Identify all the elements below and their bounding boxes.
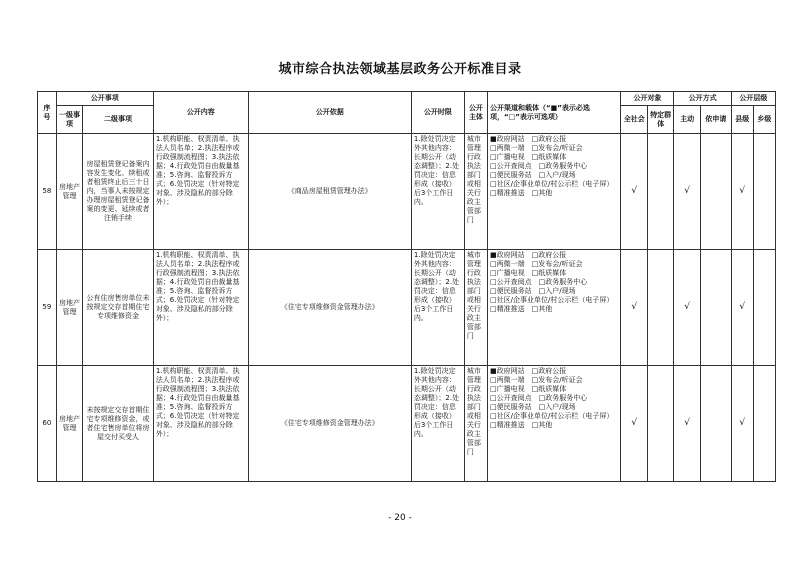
- disclosure-table: [37, 91, 776, 482]
- header-level1: 一级事项: [56, 106, 82, 134]
- row-level-township: [753, 250, 775, 366]
- row-time: 1.除处罚决定外其他内容：长期公开（动态调整）；2.处罚决定：信息形成（接收）后3个工作日内。: [411, 366, 464, 482]
- header-matters: 公开事项: [56, 92, 153, 106]
- header-subject: 公开主体: [464, 92, 487, 134]
- row-level1: 房地产管理: [56, 134, 82, 250]
- row-content-text: 1.机构职能、权责清单、执法人员名单；2.执法程序或行政强制流程图；3.执法依据；4.行政处罚自由裁量基准；5.咨询、监督投诉方式；6.处罚决定（针对特定对象、涉及隐私的部分除外）；: [155, 251, 240, 322]
- row-level-county: √: [731, 134, 753, 250]
- row-channel: ■政府网站 □政府公报 □两微一端 □发布会/听证会 □广播电视 □纸质媒体 □公开查阅点 □政务服务中心 □便民服务站 □入户/现场 □社区/企事业单位/村公示栏（电子屏） □精准推送 □其他: [488, 250, 621, 366]
- header-level2: 二级事项: [83, 106, 154, 134]
- table-row: [38, 134, 776, 250]
- table-row: [38, 366, 776, 482]
- row-time: 1.除处罚决定外其他内容：长期公开（动态调整）；2.处罚决定：信息形成（接收）后3个工作日内。: [411, 250, 464, 366]
- row-content: [153, 366, 248, 482]
- row-level2: 公有住房售房单位未按规定交存首期住宅专项维修资金: [83, 250, 154, 366]
- header-level: 公开层级: [731, 92, 775, 106]
- row-channel: ■政府网站 □政府公报 □两微一端 □发布会/听证会 □广播电视 □纸质媒体 □公开查阅点 □政务服务中心 □便民服务站 □入户/现场 □社区/企事业单位/村公示栏（电子屏） □精准推送 □其他: [488, 134, 621, 250]
- row-method-request: [700, 250, 731, 366]
- row-level-township: [753, 366, 775, 482]
- row-level-township: [753, 134, 775, 250]
- row-level-county: √: [731, 366, 753, 482]
- row-content: [153, 134, 248, 250]
- header-level-township: 乡级: [753, 106, 775, 134]
- row-content: [153, 250, 248, 366]
- header-seq: 序号: [38, 92, 57, 134]
- row-basis: 《住宅专项维修资金管理办法》: [248, 366, 411, 482]
- row-seq: 59: [38, 250, 57, 366]
- header-target-all: 全社会: [621, 106, 647, 134]
- header-time: 公开时限: [411, 92, 464, 134]
- row-target-all: √: [621, 134, 647, 250]
- row-seq: 60: [38, 366, 57, 482]
- row-level2: 未按规定交存首期住宅专项维修资金，或者住宅售房单位将房屋交付买受人: [83, 366, 154, 482]
- page-number: - 20 -: [388, 513, 412, 523]
- row-subject: 城市管理行政执法部门或相关行政主管部门: [464, 366, 487, 482]
- header-content: 公开内容: [153, 92, 248, 134]
- row-content-text: 1.机构职能、权责清单、执法人员名单；2.执法程序或行政强制流程图；3.执法依据；4.行政处罚自由裁量基准；5.咨询、监督投诉方式；6.处罚决定（针对特定对象、涉及隐私的部分除外）；: [155, 367, 240, 438]
- row-level2: 房屋租赁登记备案内容发生变化、续租或者租赁终止后三十日内，当事人未按规定办理房屋租赁登记备案的变更、延续或者注销手续: [83, 134, 154, 250]
- row-target-all: √: [621, 250, 647, 366]
- row-basis: 《商品房屋租赁管理办法》: [248, 134, 411, 250]
- row-basis: 《住宅专项维修资金管理办法》: [248, 250, 411, 366]
- row-subject: 城市管理行政执法部门或相关行政主管部门: [464, 250, 487, 366]
- row-level-county: √: [731, 250, 753, 366]
- header-method: 公开方式: [674, 92, 731, 106]
- row-method-active: √: [674, 134, 700, 250]
- row-method-request: [700, 366, 731, 482]
- row-method-active: √: [674, 250, 700, 366]
- row-subject: 城市管理行政执法部门或相关行政主管部门: [464, 134, 487, 250]
- row-time: 1.除处罚决定外其他内容：长期公开（动态调整）；2.处罚决定：信息形成（接收）后3个工作日内。: [411, 134, 464, 250]
- table-row: [38, 250, 776, 366]
- page-title: 城市综合执法领域基层政务公开标准目录: [278, 62, 522, 77]
- row-channel: ■政府网站 □政府公报 □两微一端 □发布会/听证会 □广播电视 □纸质媒体 □公开查阅点 □政务服务中心 □便民服务站 □入户/现场 □社区/企事业单位/村公示栏（电子屏） □精准推送 □其他: [488, 366, 621, 482]
- header-target: 公开对象: [621, 92, 674, 106]
- row-method-request: [700, 134, 731, 250]
- row-target-specific: [647, 250, 673, 366]
- header-level-county: 县级: [731, 106, 753, 134]
- row-level1: 房地产管理: [56, 366, 82, 482]
- header-target-specific: 特定群体: [647, 106, 673, 134]
- row-content-text: 1.机构职能、权责清单、执法人员名单；2.执法程序或行政强制流程图；3.执法依据；4.行政处罚自由裁量基准；5.咨询、监督投诉方式；6.处罚决定（针对特定对象、涉及隐私的部分除外）；: [155, 135, 240, 206]
- row-seq: 58: [38, 134, 57, 250]
- row-target-all: √: [621, 366, 647, 482]
- row-target-specific: [647, 134, 673, 250]
- header-basis: 公开依据: [248, 92, 411, 134]
- row-method-active: √: [674, 366, 700, 482]
- row-target-specific: [647, 366, 673, 482]
- header-method-active: 主动: [674, 106, 700, 134]
- row-level1: 房地产管理: [56, 250, 82, 366]
- header-channel: 公开渠道和载体（“■”表示必选项，“□”表示可选项）: [488, 92, 621, 134]
- header-method-request: 依申请: [700, 106, 731, 134]
